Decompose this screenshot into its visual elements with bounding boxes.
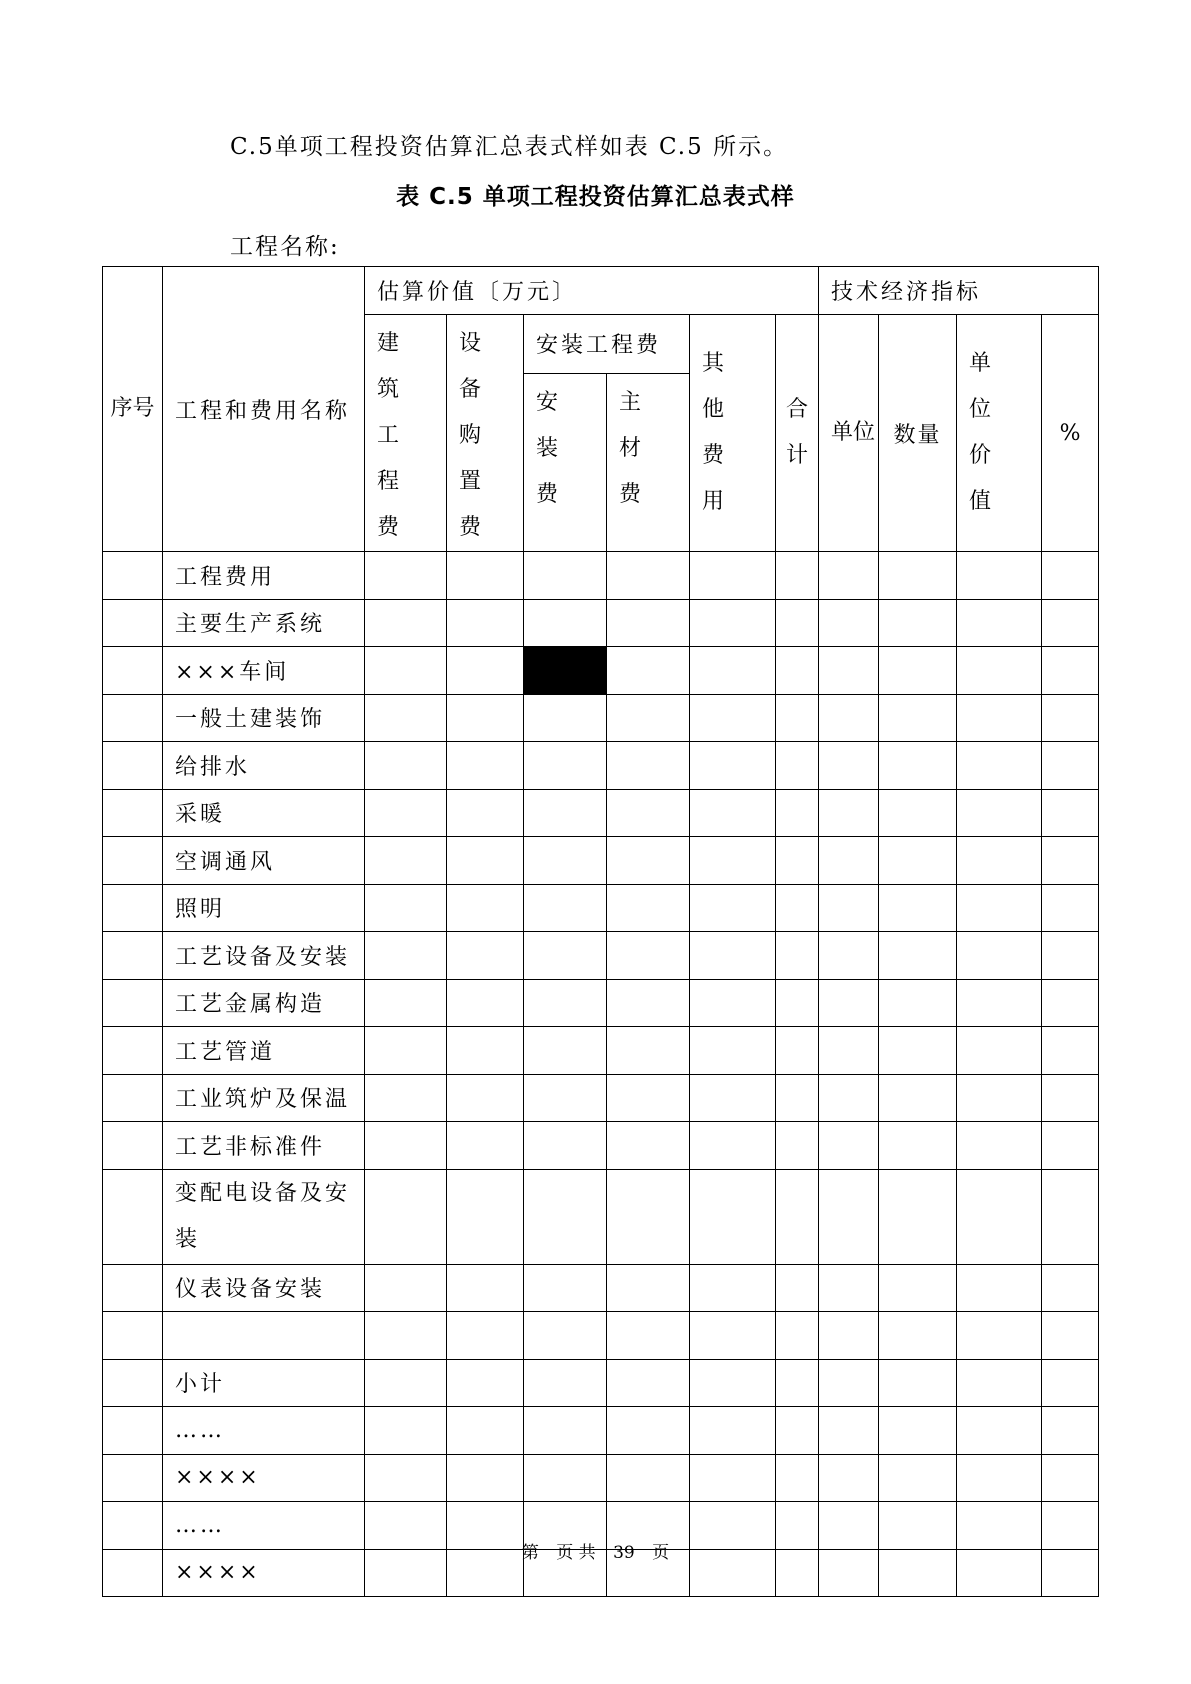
cell-value bbox=[819, 884, 879, 932]
table-row bbox=[103, 1359, 1099, 1407]
table-row bbox=[103, 932, 1099, 980]
cell-value bbox=[879, 1169, 957, 1264]
cell-value bbox=[879, 1312, 957, 1360]
cell-value bbox=[690, 884, 776, 932]
cell-value bbox=[607, 1074, 690, 1122]
cell-value bbox=[776, 1264, 819, 1312]
cell-value bbox=[776, 694, 819, 742]
cell-value bbox=[607, 979, 690, 1027]
cell-value bbox=[524, 1454, 607, 1502]
cell-value bbox=[447, 979, 524, 1027]
cell-value bbox=[524, 837, 607, 885]
cell-value bbox=[879, 694, 957, 742]
table-row bbox=[103, 742, 1099, 790]
cell-value bbox=[447, 1027, 524, 1075]
estimate-summary-table bbox=[102, 266, 1099, 1597]
cell-value bbox=[819, 1074, 879, 1122]
cell-value bbox=[524, 1407, 607, 1455]
cell-value bbox=[879, 599, 957, 647]
cell-value bbox=[879, 1027, 957, 1075]
cell-value bbox=[819, 599, 879, 647]
cell-value bbox=[365, 1122, 447, 1170]
cell-value bbox=[776, 884, 819, 932]
cell-seq bbox=[103, 932, 163, 980]
cell-seq bbox=[103, 1454, 163, 1502]
cell-item-name: 仪表设备安装 bbox=[163, 1264, 365, 1312]
cell-value bbox=[819, 1264, 879, 1312]
cell-value bbox=[776, 552, 819, 600]
cell-value bbox=[365, 694, 447, 742]
cell-value bbox=[690, 694, 776, 742]
cell-item-name: 主要生产系统 bbox=[163, 599, 365, 647]
cell-value bbox=[819, 1122, 879, 1170]
cell-value bbox=[690, 599, 776, 647]
cell-value bbox=[690, 1169, 776, 1264]
cell-value bbox=[524, 884, 607, 932]
cell-value bbox=[607, 837, 690, 885]
cell-value bbox=[690, 979, 776, 1027]
cell-seq bbox=[103, 979, 163, 1027]
cell-item-name: ×××× bbox=[163, 1549, 365, 1597]
cell-value bbox=[607, 599, 690, 647]
header-quantity: 数量 bbox=[879, 315, 957, 552]
cell-item-name: 工艺设备及安装 bbox=[163, 932, 365, 980]
cell-value bbox=[447, 1122, 524, 1170]
cell-value bbox=[365, 1359, 447, 1407]
cell-value bbox=[957, 884, 1042, 932]
cell-value bbox=[524, 1074, 607, 1122]
cell-value bbox=[1042, 789, 1099, 837]
cell-seq bbox=[103, 1074, 163, 1122]
cell-value bbox=[957, 932, 1042, 980]
cell-value bbox=[957, 1359, 1042, 1407]
cell-value bbox=[819, 694, 879, 742]
cell-value bbox=[607, 1407, 690, 1455]
cell-value bbox=[957, 789, 1042, 837]
cell-value bbox=[690, 837, 776, 885]
cell-value bbox=[819, 789, 879, 837]
cell-value bbox=[607, 932, 690, 980]
cell-seq bbox=[103, 1169, 163, 1264]
cell-value bbox=[819, 979, 879, 1027]
table-row bbox=[103, 647, 1099, 695]
cell-item-name: 工程费用 bbox=[163, 552, 365, 600]
footer-suffix: 页 bbox=[652, 1543, 670, 1563]
cell-value bbox=[776, 1027, 819, 1075]
cell-value bbox=[690, 1359, 776, 1407]
header-percent: % bbox=[1042, 315, 1099, 552]
table-row bbox=[103, 1122, 1099, 1170]
cell-value bbox=[447, 647, 524, 695]
cell-item-name: ×××车间 bbox=[163, 647, 365, 695]
cell-value bbox=[1042, 1074, 1099, 1122]
cell-value bbox=[607, 1264, 690, 1312]
cell-value bbox=[447, 1169, 524, 1264]
cell-seq bbox=[103, 1359, 163, 1407]
table-row bbox=[103, 1264, 1099, 1312]
cell-value bbox=[1042, 884, 1099, 932]
table-row bbox=[103, 979, 1099, 1027]
cell-value bbox=[447, 742, 524, 790]
cell-value bbox=[365, 1454, 447, 1502]
cell-value bbox=[365, 932, 447, 980]
cell-value bbox=[819, 1407, 879, 1455]
cell-value bbox=[879, 979, 957, 1027]
cell-value bbox=[776, 837, 819, 885]
cell-item-name: …… bbox=[163, 1502, 365, 1550]
cell-value bbox=[690, 1264, 776, 1312]
cell-value bbox=[524, 742, 607, 790]
cell-value bbox=[957, 979, 1042, 1027]
cell-value bbox=[607, 647, 690, 695]
cell-value bbox=[879, 742, 957, 790]
cell-value bbox=[1042, 1122, 1099, 1170]
cell-value bbox=[776, 742, 819, 790]
cell-value bbox=[447, 1264, 524, 1312]
cell-value bbox=[607, 789, 690, 837]
cell-value bbox=[690, 647, 776, 695]
cell-value bbox=[447, 837, 524, 885]
cell-value bbox=[879, 1264, 957, 1312]
cell-item-name: …… bbox=[163, 1407, 365, 1455]
header-unit-value: 单位价值 bbox=[957, 315, 1042, 552]
cell-value bbox=[524, 1359, 607, 1407]
cell-value bbox=[1042, 1359, 1099, 1407]
cell-value bbox=[879, 647, 957, 695]
cell-value bbox=[1042, 979, 1099, 1027]
table-row bbox=[103, 1454, 1099, 1502]
cell-item-name: 空调通风 bbox=[163, 837, 365, 885]
cell-value bbox=[776, 1122, 819, 1170]
cell-value bbox=[690, 1312, 776, 1360]
cell-value bbox=[957, 1074, 1042, 1122]
cell-value bbox=[879, 884, 957, 932]
cell-value bbox=[447, 884, 524, 932]
cell-value bbox=[447, 789, 524, 837]
cell-filled-block bbox=[524, 647, 607, 695]
table-row bbox=[103, 789, 1099, 837]
page-footer bbox=[0, 1538, 1191, 1563]
cell-seq bbox=[103, 1264, 163, 1312]
cell-seq bbox=[103, 789, 163, 837]
cell-value bbox=[879, 789, 957, 837]
table-row bbox=[103, 837, 1099, 885]
cell-value bbox=[1042, 1407, 1099, 1455]
cell-value bbox=[690, 1407, 776, 1455]
cell-value bbox=[607, 552, 690, 600]
cell-value bbox=[365, 1264, 447, 1312]
table-row bbox=[103, 1074, 1099, 1122]
cell-value bbox=[365, 742, 447, 790]
cell-seq bbox=[103, 599, 163, 647]
table-title: 表 C.5 单项工程投资估算汇总表式样 bbox=[396, 184, 795, 210]
cell-value bbox=[1042, 1454, 1099, 1502]
cell-value bbox=[607, 1027, 690, 1075]
cell-value bbox=[524, 1264, 607, 1312]
cell-item-name: 一般土建装饰 bbox=[163, 694, 365, 742]
cell-value bbox=[879, 1122, 957, 1170]
cell-value bbox=[607, 1169, 690, 1264]
table-row bbox=[103, 599, 1099, 647]
header-unit: 单位 bbox=[819, 315, 879, 552]
cell-seq bbox=[103, 1027, 163, 1075]
cell-value bbox=[879, 1407, 957, 1455]
cell-value bbox=[524, 1027, 607, 1075]
cell-value bbox=[447, 1407, 524, 1455]
cell-value bbox=[819, 1027, 879, 1075]
cell-seq bbox=[103, 837, 163, 885]
cell-value bbox=[957, 1122, 1042, 1170]
cell-value bbox=[524, 1122, 607, 1170]
cell-item-name: 工业筑炉及保温 bbox=[163, 1074, 365, 1122]
cell-value bbox=[607, 1312, 690, 1360]
cell-value bbox=[524, 789, 607, 837]
cell-value bbox=[776, 1359, 819, 1407]
table-row bbox=[103, 884, 1099, 932]
cell-value bbox=[524, 1312, 607, 1360]
cell-seq bbox=[103, 742, 163, 790]
cell-value bbox=[819, 837, 879, 885]
cell-seq bbox=[103, 1122, 163, 1170]
cell-value bbox=[447, 552, 524, 600]
cell-value bbox=[1042, 552, 1099, 600]
cell-value bbox=[447, 694, 524, 742]
table-row bbox=[103, 1312, 1099, 1360]
header-seq: 序号 bbox=[103, 267, 163, 552]
cell-value bbox=[1042, 837, 1099, 885]
cell-value bbox=[776, 647, 819, 695]
footer-total-pages: 39 bbox=[613, 1543, 635, 1563]
cell-value bbox=[957, 1169, 1042, 1264]
header-tech-group: 技术经济指标 bbox=[819, 267, 1099, 315]
cell-value bbox=[957, 742, 1042, 790]
cell-seq bbox=[103, 552, 163, 600]
cell-value bbox=[607, 1454, 690, 1502]
cell-value bbox=[365, 599, 447, 647]
cell-value bbox=[690, 932, 776, 980]
cell-value bbox=[957, 1454, 1042, 1502]
cell-value bbox=[447, 1359, 524, 1407]
intro-paragraph: C.5单项工程投资估算汇总表式样如表 C.5 所示。 bbox=[230, 134, 789, 160]
cell-value bbox=[879, 1359, 957, 1407]
cell-value bbox=[957, 694, 1042, 742]
header-other-fee: 其他费用 bbox=[690, 315, 776, 552]
table-row bbox=[103, 1407, 1099, 1455]
cell-seq bbox=[103, 884, 163, 932]
cell-value bbox=[524, 599, 607, 647]
cell-value bbox=[1042, 1312, 1099, 1360]
cell-value bbox=[957, 1264, 1042, 1312]
cell-value bbox=[776, 1454, 819, 1502]
cell-item-name: 变配电设备及安装 bbox=[163, 1169, 365, 1264]
cell-value bbox=[957, 599, 1042, 647]
cell-value bbox=[1042, 647, 1099, 695]
cell-value bbox=[690, 1122, 776, 1170]
cell-value bbox=[365, 1312, 447, 1360]
cell-seq bbox=[103, 1312, 163, 1360]
cell-value bbox=[776, 1169, 819, 1264]
cell-value bbox=[819, 1312, 879, 1360]
cell-value bbox=[365, 552, 447, 600]
cell-value bbox=[879, 837, 957, 885]
cell-value bbox=[365, 837, 447, 885]
cell-seq bbox=[103, 694, 163, 742]
cell-value bbox=[776, 979, 819, 1027]
cell-item-name: 工艺管道 bbox=[163, 1027, 365, 1075]
cell-value bbox=[1042, 1169, 1099, 1264]
cell-value bbox=[447, 1074, 524, 1122]
cell-value bbox=[690, 552, 776, 600]
cell-value bbox=[819, 742, 879, 790]
cell-value bbox=[447, 1454, 524, 1502]
cell-value bbox=[957, 1407, 1042, 1455]
footer-prefix: 第 bbox=[521, 1543, 539, 1563]
cell-value bbox=[607, 884, 690, 932]
cell-value bbox=[879, 932, 957, 980]
cell-value bbox=[607, 694, 690, 742]
header-equipment-fee: 设备购置费 bbox=[447, 315, 524, 552]
cell-value bbox=[879, 552, 957, 600]
cell-item-name: ×××× bbox=[163, 1454, 365, 1502]
cell-value bbox=[1042, 599, 1099, 647]
cell-item-name: 小计 bbox=[163, 1359, 365, 1407]
cell-value bbox=[524, 932, 607, 980]
cell-value bbox=[776, 1074, 819, 1122]
cell-value bbox=[447, 1312, 524, 1360]
cell-value bbox=[879, 1454, 957, 1502]
cell-value bbox=[819, 647, 879, 695]
cell-value bbox=[957, 647, 1042, 695]
cell-value bbox=[690, 1454, 776, 1502]
cell-value bbox=[365, 1169, 447, 1264]
cell-value bbox=[776, 789, 819, 837]
cell-value bbox=[607, 1359, 690, 1407]
cell-value bbox=[1042, 694, 1099, 742]
cell-value bbox=[879, 1074, 957, 1122]
table-row bbox=[103, 694, 1099, 742]
cell-value bbox=[524, 694, 607, 742]
cell-value bbox=[524, 1169, 607, 1264]
cell-value bbox=[819, 932, 879, 980]
cell-value bbox=[690, 1074, 776, 1122]
project-name-label: 工程名称: bbox=[230, 234, 340, 260]
cell-item-name: 给排水 bbox=[163, 742, 365, 790]
cell-value bbox=[1042, 742, 1099, 790]
table-row bbox=[103, 552, 1099, 600]
cell-value bbox=[365, 1407, 447, 1455]
cell-value bbox=[365, 1027, 447, 1075]
cell-value bbox=[365, 647, 447, 695]
cell-item-name: 工艺金属构造 bbox=[163, 979, 365, 1027]
cell-value bbox=[447, 932, 524, 980]
cell-value bbox=[447, 599, 524, 647]
cell-value bbox=[690, 742, 776, 790]
cell-seq bbox=[103, 647, 163, 695]
table-row bbox=[103, 1027, 1099, 1075]
cell-value bbox=[1042, 932, 1099, 980]
header-install-fee: 安装费 bbox=[524, 373, 607, 551]
cell-value bbox=[365, 789, 447, 837]
cell-value bbox=[819, 1454, 879, 1502]
cell-value bbox=[365, 979, 447, 1027]
cell-value bbox=[957, 1312, 1042, 1360]
cell-value bbox=[1042, 1264, 1099, 1312]
cell-item-name bbox=[163, 1312, 365, 1360]
cell-value bbox=[776, 1407, 819, 1455]
cell-value bbox=[957, 552, 1042, 600]
cell-value bbox=[690, 789, 776, 837]
cell-value bbox=[607, 1122, 690, 1170]
cell-value bbox=[776, 599, 819, 647]
cell-value bbox=[365, 1074, 447, 1122]
cell-value bbox=[776, 932, 819, 980]
header-building-fee: 建筑工程费 bbox=[365, 315, 447, 552]
cell-value bbox=[365, 884, 447, 932]
cell-value bbox=[957, 1027, 1042, 1075]
table-row bbox=[103, 1169, 1099, 1264]
cell-item-name: 工艺非标准件 bbox=[163, 1122, 365, 1170]
header-install-group: 安装工程费 bbox=[524, 315, 690, 374]
cell-value bbox=[524, 552, 607, 600]
cell-value bbox=[819, 1359, 879, 1407]
header-item-name: 工程和费用名称 bbox=[163, 267, 365, 552]
header-main-material: 主材费 bbox=[607, 373, 690, 551]
cell-item-name: 照明 bbox=[163, 884, 365, 932]
header-estimate-group: 估算价值〔万元〕 bbox=[365, 267, 819, 315]
footer-mid: 页 共 bbox=[556, 1543, 596, 1563]
cell-value bbox=[524, 979, 607, 1027]
cell-value bbox=[819, 1169, 879, 1264]
cell-item-name: 采暖 bbox=[163, 789, 365, 837]
header-total: 合计 bbox=[776, 315, 819, 552]
cell-value bbox=[957, 837, 1042, 885]
cell-value bbox=[819, 552, 879, 600]
cell-value bbox=[1042, 1027, 1099, 1075]
cell-value bbox=[690, 1027, 776, 1075]
cell-value bbox=[776, 1312, 819, 1360]
cell-seq bbox=[103, 1407, 163, 1455]
cell-value bbox=[607, 742, 690, 790]
